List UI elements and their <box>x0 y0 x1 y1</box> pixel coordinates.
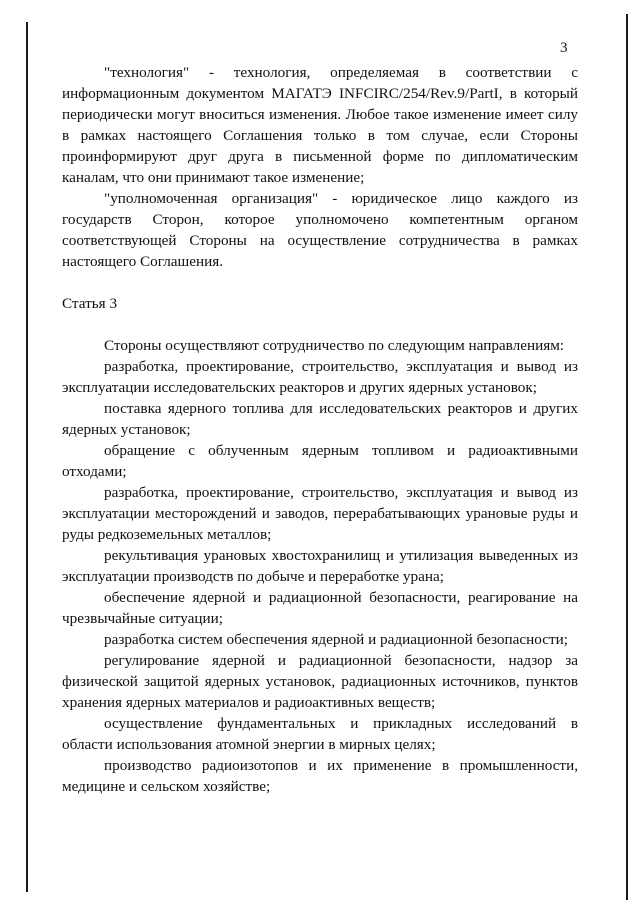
page-border-right <box>626 14 628 900</box>
article-heading: Статья 3 <box>62 295 118 312</box>
article-intro: Стороны осуществляют сотрудничество по следующим направлениям: <box>104 337 565 354</box>
direction-item: обеспечение ядерной и радиационной безопасности, реагирование на чрезвычайные ситуации; <box>62 589 578 627</box>
direction-item: регулирование ядерной и радиационной безопасности, надзор за физической защитой ядерных установок, радиационных источников, пунктов хранения ядерных материалов и радиоактивных веществ; <box>62 652 578 711</box>
direction-item: разработка систем обеспечения ядерной и радиационной безопасности; <box>104 631 568 648</box>
page-border-left <box>26 22 28 892</box>
direction-item: производство радиоизотопов и их применение в промышленности, медицине и сельском хозяйстве; <box>62 757 578 795</box>
direction-item: обращение с облученным ядерным топливом и радиоактивными отходами; <box>62 442 578 480</box>
definition-technology: "технология" - технология, определяемая в соответствии с информационным документом МАГАТЭ INFCIRC/254/Rev.9/PartI, в который периодически могут вноситься изменения. Любое такое изменение имеет силу в рамках настоящего Соглашения только в том случае, если Стороны проинформируют друг друга в письменной форме по дипломатическим каналам, что они принимают такое изменение; <box>62 64 578 186</box>
direction-item: разработка, проектирование, строительство, эксплуатация и вывод из эксплуатации месторождений и заводов, перерабатывающих урановые руды и руды редкоземельных металлов; <box>62 484 578 543</box>
direction-item: разработка, проектирование, строительство, эксплуатация и вывод из эксплуатации исследовательских реакторов и других ядерных установок; <box>62 358 578 396</box>
definition-authorized-organization: "уполномоченная организация" - юридическое лицо каждого из государств Сторон, которое уполномочено компетентным органом соответствующей Стороны на осуществление сотрудничества в рамках настоящего Соглашения. <box>62 190 578 270</box>
direction-item: поставка ядерного топлива для исследовательских реакторов и других ядерных установок; <box>62 400 578 438</box>
document-body <box>62 62 578 797</box>
page-number: 3 <box>560 40 568 56</box>
direction-item: осуществление фундаментальных и прикладных исследований в области использования атомной энергии в мирных целях; <box>62 715 578 753</box>
direction-item: рекультивация урановых хвостохранилищ и утилизация выведенных из эксплуатации производств по добыче и переработке урана; <box>62 547 578 585</box>
